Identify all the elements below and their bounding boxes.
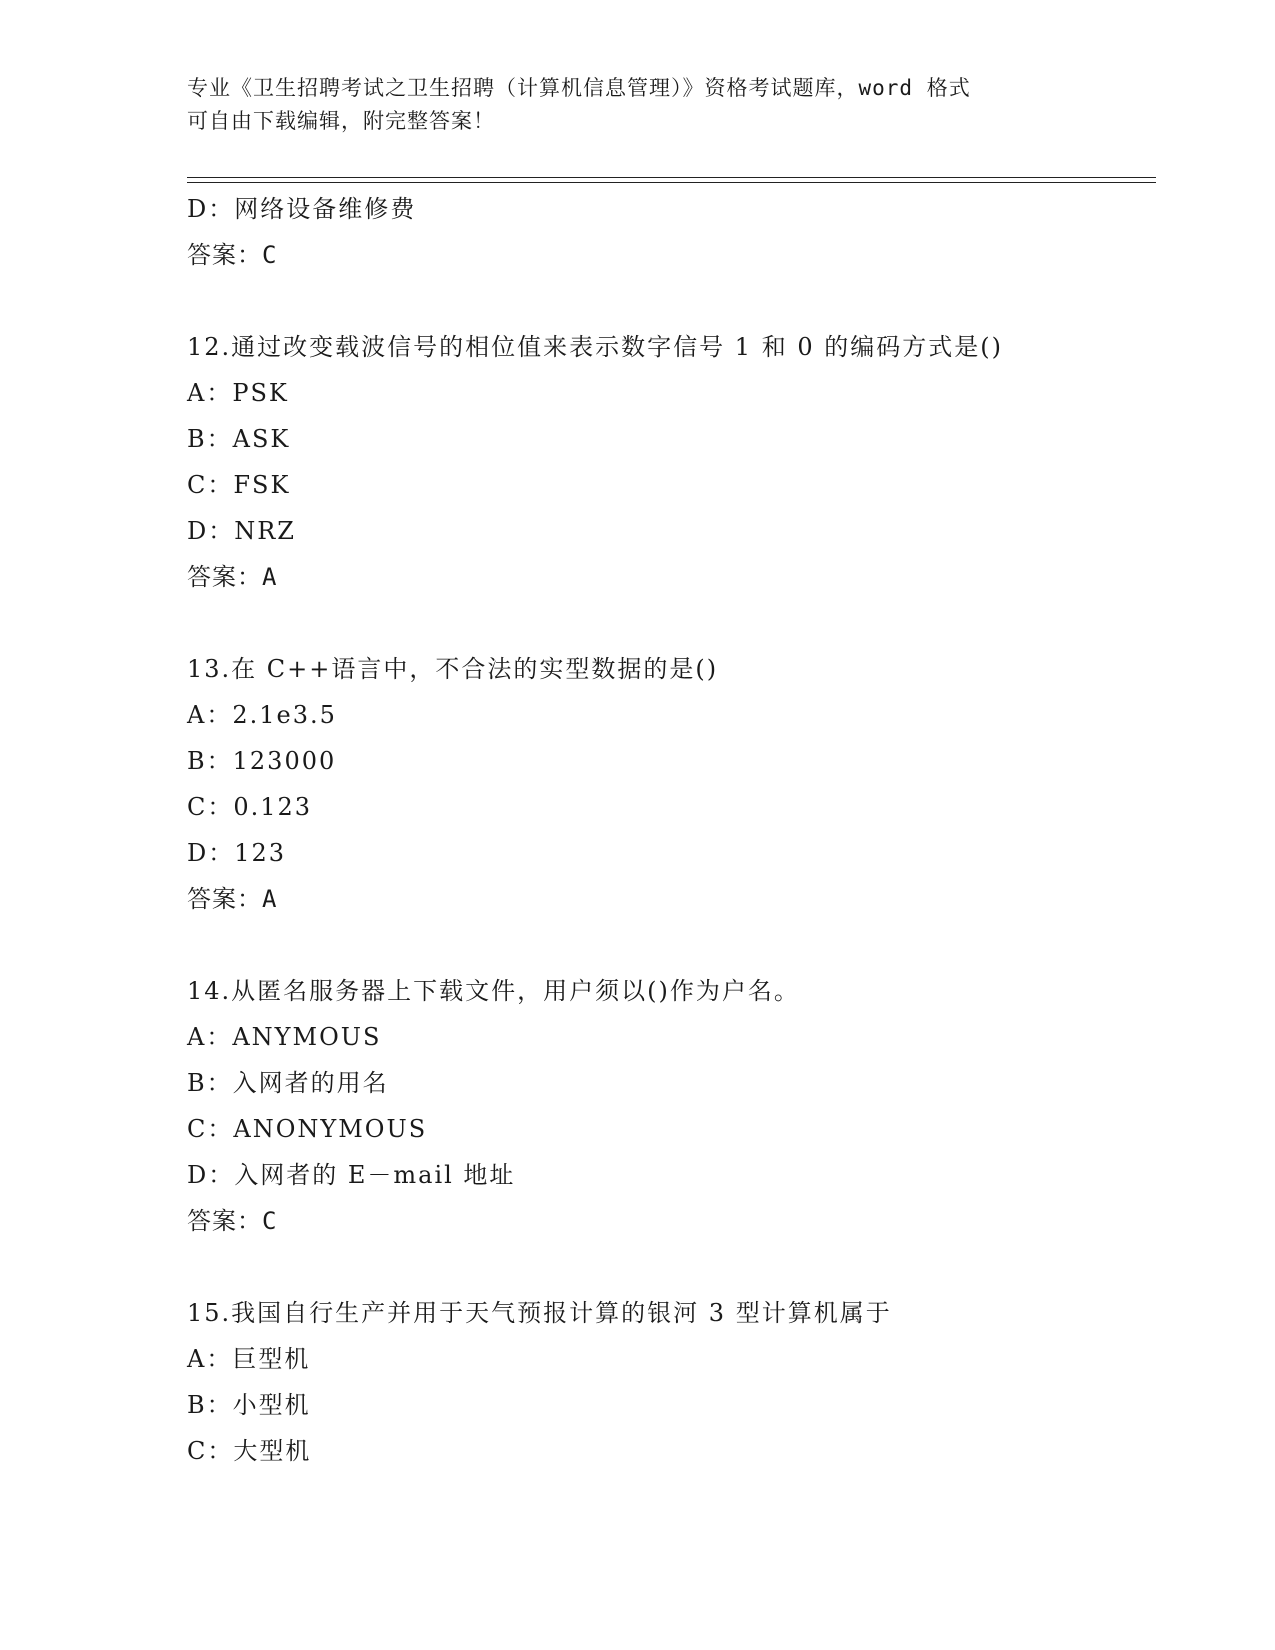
option-a: A：PSK xyxy=(187,379,289,407)
question-block-previous xyxy=(187,186,1156,278)
option-c: C：0.123 xyxy=(187,793,313,821)
question-text: 15.我国自行生产并用于天气预报计算的银河 3 型计算机属于 xyxy=(187,1299,892,1327)
question-text: 12.通过改变载波信号的相位值来表示数字信号 1 和 0 的编码方式是() xyxy=(187,333,1003,361)
header-line-1: 专业《卫生招聘考试之卫生招聘（计算机信息管理）》资格考试题库，word 格式 xyxy=(187,76,971,100)
document-header xyxy=(187,72,1087,138)
option-b: B：小型机 xyxy=(187,1391,311,1419)
question-block-13 xyxy=(187,646,1156,922)
option-d: D：NRZ xyxy=(187,517,296,545)
header-divider-bottom xyxy=(187,182,1156,183)
option-a: A：巨型机 xyxy=(187,1345,311,1373)
option-d: D：入网者的 E－mail 地址 xyxy=(187,1161,516,1189)
option-c: C：ANONYMOUS xyxy=(187,1115,428,1143)
question-text: 13.在 C++语言中，不合法的实型数据的是() xyxy=(187,655,719,683)
answer-line: 答案：A xyxy=(187,885,278,913)
header-divider-top xyxy=(187,177,1156,178)
option-a: A：ANYMOUS xyxy=(187,1023,382,1051)
option-b: B：123000 xyxy=(187,747,337,775)
option-d: D：123 xyxy=(187,839,287,867)
answer-line: 答案：C xyxy=(187,1207,278,1235)
question-block-15 xyxy=(187,1290,1156,1474)
answer-line: 答案：A xyxy=(187,563,278,591)
question-block-12 xyxy=(187,324,1156,600)
question-text: 14.从匿名服务器上下载文件，用户须以()作为户名。 xyxy=(187,977,800,1005)
header-line-2: 可自由下载编辑，附完整答案！ xyxy=(187,109,495,133)
answer-line: 答案：C xyxy=(187,241,278,269)
question-list xyxy=(187,186,1156,1474)
option-d: D：网络设备维修费 xyxy=(187,195,417,223)
option-c: C：大型机 xyxy=(187,1437,312,1465)
option-c: C：FSK xyxy=(187,471,291,499)
option-b: B：入网者的用名 xyxy=(187,1069,389,1097)
option-a: A：2.1e3.5 xyxy=(187,701,337,729)
option-b: B：ASK xyxy=(187,425,291,453)
question-block-14 xyxy=(187,968,1156,1244)
